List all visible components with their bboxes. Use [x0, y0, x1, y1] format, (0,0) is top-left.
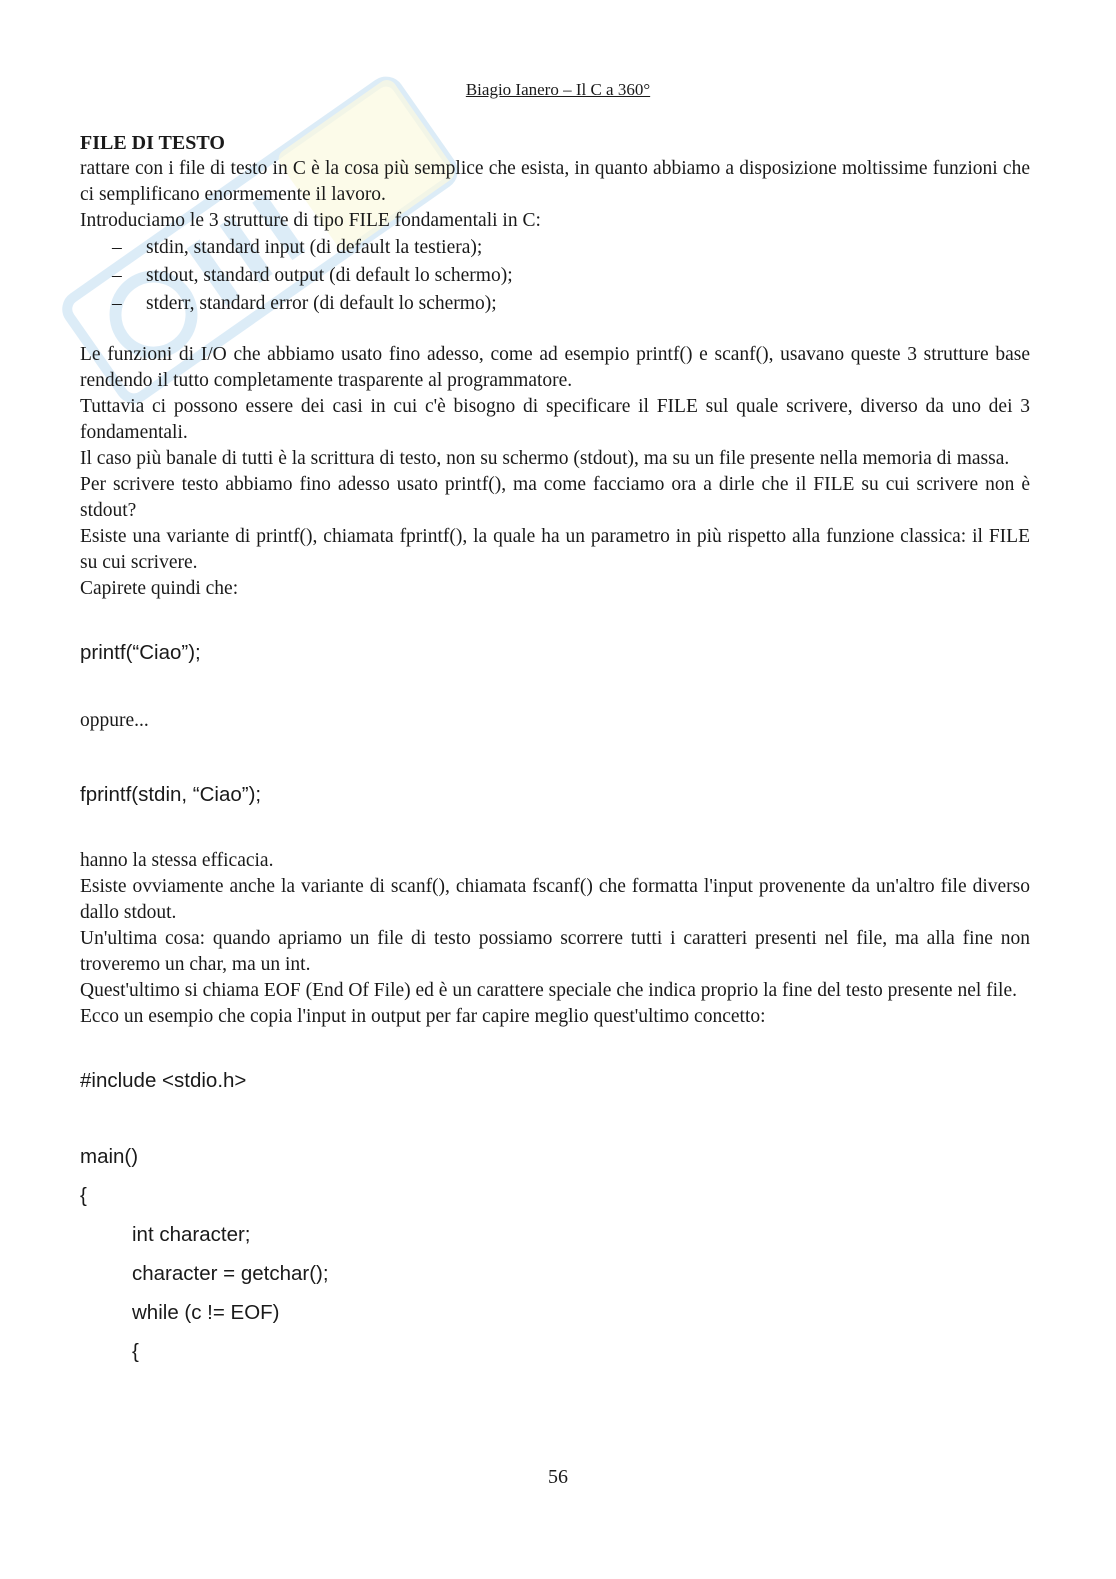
paragraph: Capirete quindi che: — [80, 578, 239, 599]
dash-bullet: – — [112, 237, 122, 258]
paragraph: Il caso più banale di tutti è la scrittura di testo, non su schermo (stdout), ma su un file presente nella memoria di massa. — [80, 448, 1010, 469]
paragraph: oppure... — [80, 710, 149, 731]
code-line: main() — [80, 1145, 139, 1168]
paragraph: Un'ultima cosa: quando apriamo un file di testo possiamo scorrere tutti i caratteri presenti nel file, ma alla fine non troveremo un char, ma un int. — [80, 928, 1030, 975]
paragraph: Introduciamo le 3 strutture di tipo FILE fondamentali in C: — [80, 210, 541, 231]
header-text: Biagio Ianero – Il C a 360° — [465, 80, 651, 99]
code-line: #include <stdio.h> — [80, 1069, 247, 1092]
list-item: – stdout, standard output (di default lo schermo); — [80, 262, 1030, 290]
paragraph: Esiste una variante di printf(), chiamata fprintf(), la quale ha un parametro in più rispetto alla funzione classica: il FILE su cui scrivere. — [80, 526, 1030, 573]
section-title: FILE DI TESTO — [80, 132, 225, 154]
page-content — [80, 130, 1030, 1365]
paragraph: Ecco un esempio che copia l'input in output per far capire meglio quest'ultimo concetto: — [80, 1006, 766, 1027]
list-item: – stderr, standard error (di default lo schermo); — [80, 290, 1030, 318]
paragraph: Le funzioni di I/O che abbiamo usato fino adesso, come ad esempio printf() e scanf(), usavano queste 3 strutture base rendendo il tutto completamente trasparente al programmatore. — [80, 344, 1030, 391]
list-item: – stdin, standard input (di default la testiera); — [80, 234, 1030, 262]
code-line: int character; — [132, 1223, 251, 1246]
paragraph: Quest'ultimo si chiama EOF (End Of File) ed è un carattere speciale che indica proprio la fine del testo presente nel file. — [80, 980, 1018, 1001]
code-line: printf(“Ciao”); — [80, 641, 201, 664]
paragraph: rattare con i file di testo in C è la cosa più semplice che esista, in quanto abbiamo a disposizione moltissime funzioni che ci semplificano enormemente il lavoro. — [80, 158, 1030, 205]
dash-bullet: – — [112, 265, 122, 286]
page-number: 56 — [548, 1466, 568, 1488]
paragraph: Tuttavia ci possono essere dei casi in cui c'è bisogno di specificare il FILE sul quale scrivere, diverso da uno dei 3 fondamentali. — [80, 396, 1030, 443]
code-line: fprintf(stdin, “Ciao”); — [80, 783, 262, 806]
code-line: character = getchar(); — [132, 1262, 329, 1285]
dash-bullet: – — [112, 293, 122, 314]
code-line: { — [132, 1340, 139, 1363]
paragraph: hanno la stessa efficacia. — [80, 850, 274, 871]
code-line: { — [80, 1184, 87, 1207]
file-structures-list — [80, 234, 1030, 318]
page-header — [0, 80, 1116, 100]
paragraph: Esiste ovviamente anche la variante di scanf(), chiamata fscanf() che formatta l'input provenente da un'altro file diverso dallo stdout. — [80, 876, 1030, 923]
paragraph: Per scrivere testo abbiamo fino adesso usato printf(), ma come facciamo ora a dirle che il FILE su cui scrivere non è stdout? — [80, 474, 1030, 521]
code-line: while (c != EOF) — [132, 1301, 280, 1324]
